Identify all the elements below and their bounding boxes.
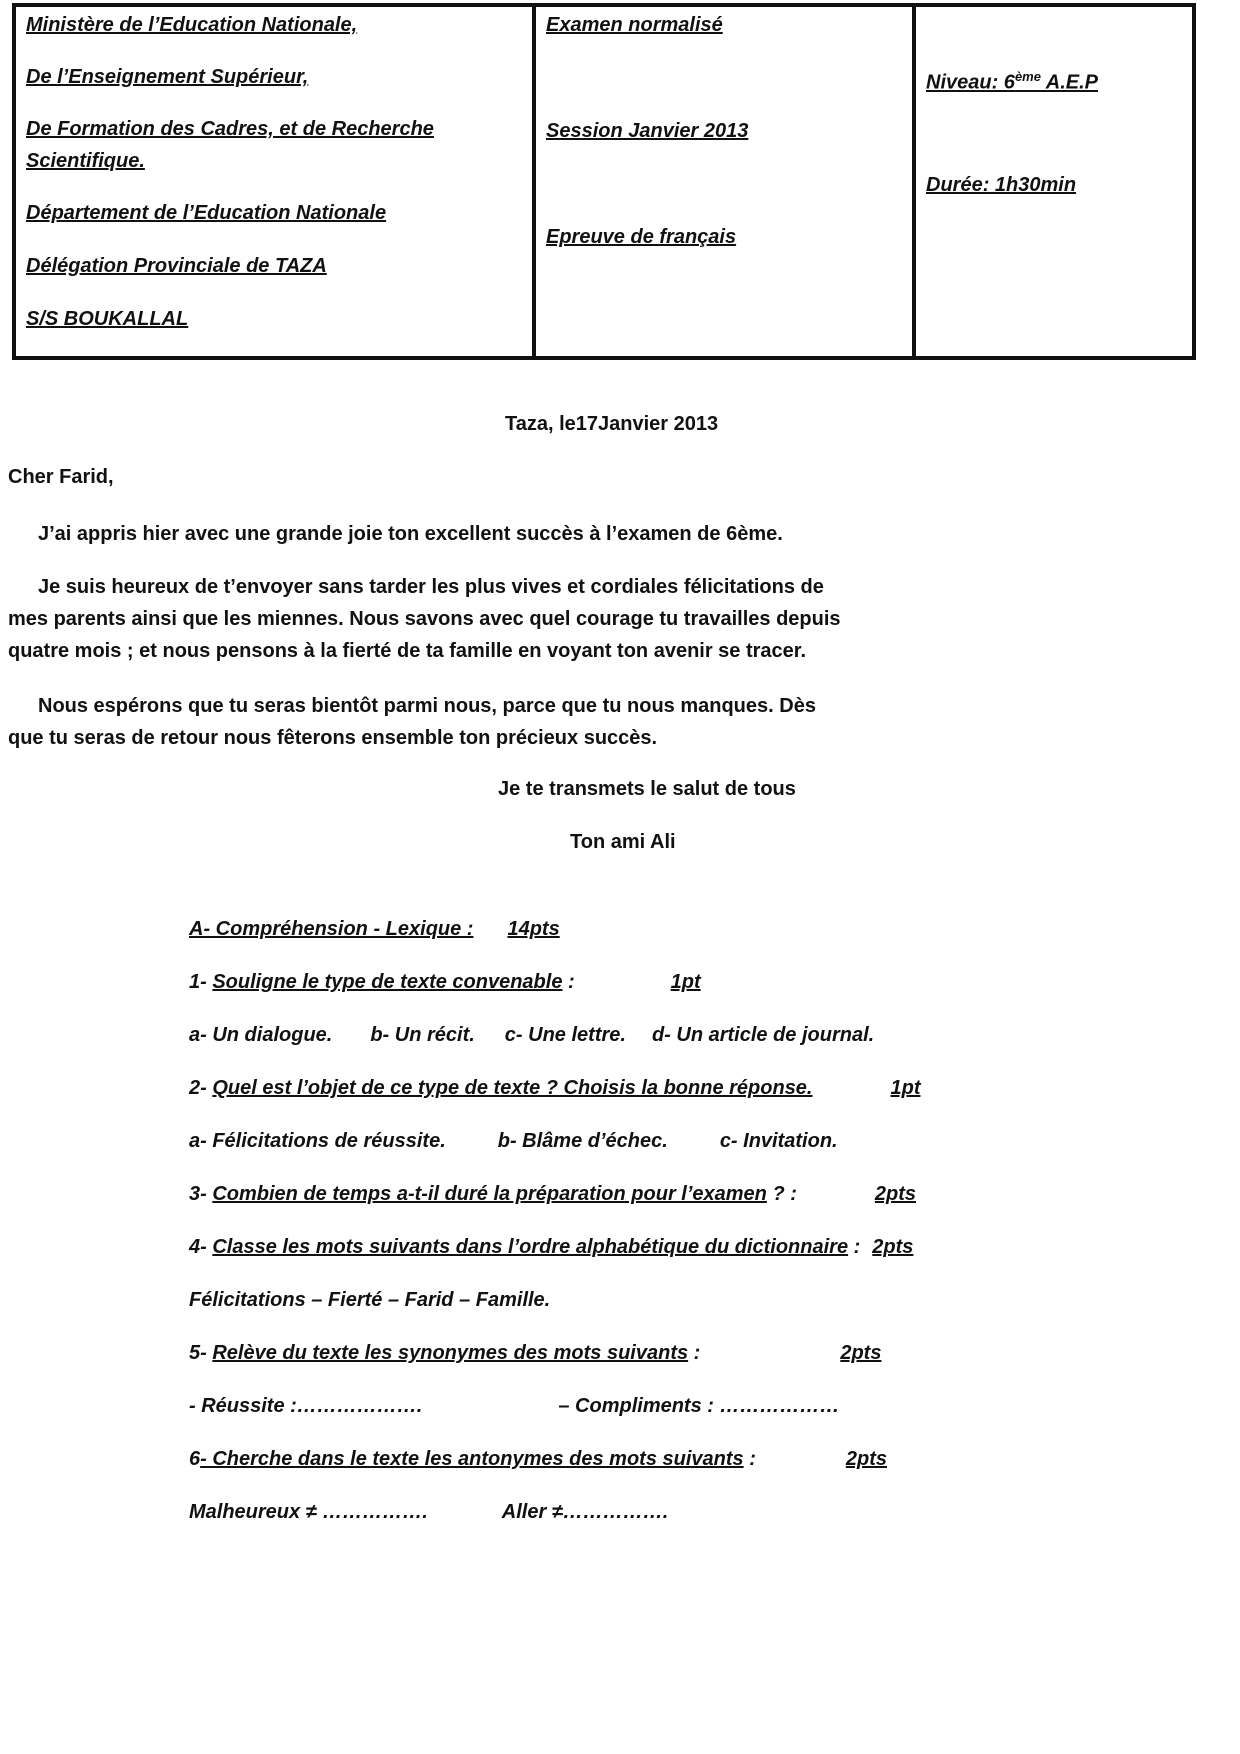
question-6: 6- Cherche dans le texte les antonymes des mots suivants : 2pts bbox=[189, 1448, 887, 1470]
subsector-line: S/S BOUKALLAL bbox=[26, 308, 189, 330]
choice-c: c- Une lettre. bbox=[504, 1024, 626, 1046]
question-2-choices bbox=[189, 1130, 838, 1153]
question-1: 1- Souligne le type de texte convenable : 1pt bbox=[189, 971, 701, 993]
choice-b: b- Blâme d’échec. bbox=[497, 1130, 668, 1152]
department-line: Département de l’Education Nationale bbox=[26, 202, 387, 224]
level-label: Niveau: 6ème A.E.P bbox=[926, 69, 1099, 94]
delegation-line: Délégation Provinciale de TAZA bbox=[26, 255, 327, 277]
synonym-blank-compliments: – Compliments : ……………… bbox=[558, 1395, 840, 1417]
letter-paragraph-3: Nous espérons que tu seras bientôt parmi nous, parce que tu nous manques. Dès que tu seras de retour nous fêterons ensemble ton précieux succès. bbox=[8, 695, 816, 749]
question-4: 4- Classe les mots suivants dans l’ordre alphabétique du dictionnaire : 2pts bbox=[189, 1236, 914, 1258]
letter-closing: Je te transmets le salut de tous bbox=[498, 778, 796, 800]
antonym-blank-malheureux: Malheureux ≠ ……………. bbox=[189, 1501, 428, 1523]
letter-date: Taza, le17Janvier 2013 bbox=[505, 413, 719, 435]
question-5-blanks bbox=[189, 1395, 840, 1418]
header-middle-column bbox=[536, 7, 916, 356]
choice-b: b- Un récit. bbox=[370, 1024, 475, 1046]
question-1-choices bbox=[189, 1024, 874, 1047]
letter-salutation: Cher Farid, bbox=[8, 466, 114, 488]
exam-header-table bbox=[12, 3, 1196, 360]
choice-a: a- Félicitations de réussite. bbox=[189, 1130, 446, 1152]
ministry-line: Ministère de l’Education Nationale, bbox=[26, 14, 358, 36]
research-line: De Formation des Cadres, et de Recherche Scientifique. bbox=[26, 118, 434, 172]
choice-a: a- Un dialogue. bbox=[189, 1024, 333, 1046]
exam-session: Session Janvier 2013 bbox=[546, 120, 749, 142]
question-3: 3- Combien de temps a-t-il duré la préparation pour l’examen ? : 2pts bbox=[189, 1183, 917, 1205]
letter-paragraph-2: Je suis heureux de t’envoyer sans tarder les plus vives et cordiales félicitations de mes parents ainsi que les miennes. Nous savons avec quel courage tu travailles depuis quatre mois ; et nous pensons à la fierté de ta famille en voyant ton avenir se tracer. bbox=[8, 576, 841, 662]
question-2: 2- Quel est l’objet de ce type de texte ? Choisis la bonne réponse. 1pt bbox=[189, 1077, 921, 1099]
question-6-blanks bbox=[189, 1501, 668, 1524]
question-4-words: Félicitations – Fierté – Farid – Famille. bbox=[189, 1289, 551, 1311]
higher-education-line: De l’Enseignement Supérieur, bbox=[26, 66, 309, 88]
question-5: 5- Relève du texte les synonymes des mots suivants : 2pts bbox=[189, 1342, 882, 1364]
section-title: A- Compréhension - Lexique : 14pts bbox=[189, 918, 560, 940]
exam-type: Examen normalisé bbox=[546, 14, 723, 36]
antonym-blank-aller: Aller ≠……………. bbox=[501, 1501, 669, 1523]
duration-label: Durée: 1h30min bbox=[926, 174, 1077, 196]
exam-subject: Epreuve de français bbox=[546, 226, 737, 248]
letter-paragraph-1: J’ai appris hier avec une grande joie ton excellent succès à l’examen de 6ème. bbox=[38, 523, 783, 545]
choice-c: c- Invitation. bbox=[719, 1130, 838, 1152]
letter-signature: Ton ami Ali bbox=[570, 831, 676, 853]
header-left-column bbox=[16, 7, 536, 356]
choice-d: d- Un article de journal. bbox=[651, 1024, 875, 1046]
synonym-blank-reussite: - Réussite :………………. bbox=[189, 1395, 423, 1417]
header-right-column bbox=[916, 7, 1192, 356]
